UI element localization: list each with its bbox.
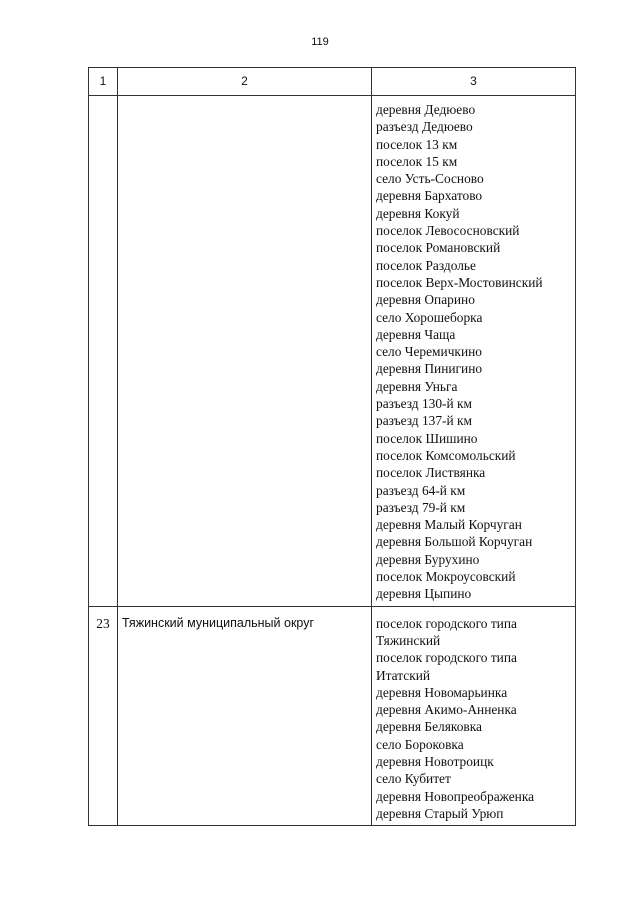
- localities-cell: [372, 606, 576, 826]
- locality-item: деревня Чаща: [376, 326, 456, 342]
- locality-item: поселок Верх-Мостовинский: [376, 274, 543, 290]
- locality-item: село Черемичкино: [376, 344, 482, 360]
- locality-item: поселок Шишино: [376, 430, 478, 446]
- locality-item: село Кубитет: [376, 771, 451, 787]
- locality-item: деревня Большой Корчуган: [376, 534, 533, 550]
- locality-item: деревня Акимо-Анненка: [376, 702, 517, 718]
- locality-item: деревня Цыпино: [376, 586, 472, 602]
- locality-item: поселок Раздолье: [376, 257, 476, 273]
- column-header-1: 1: [89, 68, 118, 96]
- locality-item: разъезд 64-й км: [376, 482, 466, 498]
- locality-item: деревня Кокуй: [376, 205, 460, 221]
- localities-cell: [372, 96, 576, 607]
- locality-item: село Бороковка: [376, 736, 464, 752]
- locality-item: село Хорошеборка: [376, 309, 483, 325]
- row-number-cell: [89, 96, 118, 607]
- district-name-cell: Тяжинский муниципальный округ: [118, 606, 372, 826]
- locality-item: деревня Беляковка: [376, 719, 482, 735]
- locality-item: поселок Левососновский: [376, 223, 520, 239]
- locality-item: разъезд 137-й км: [376, 413, 472, 429]
- locality-item: деревня Дедюево: [376, 102, 476, 117]
- page-number: 119: [311, 36, 329, 48]
- settlements-table: [88, 67, 576, 826]
- locality-item: поселок Комсомольский: [376, 447, 516, 463]
- locality-item: деревня Малый Корчуган: [376, 517, 522, 533]
- table-row-continuation: [89, 96, 576, 607]
- locality-item: деревня Бархатово: [376, 188, 483, 204]
- locality-item: поселок Листвянка: [376, 465, 486, 481]
- column-header-2: 2: [118, 68, 372, 96]
- locality-item: деревня Новотроицк: [376, 753, 494, 769]
- locality-item: деревня Новомарьинка: [376, 684, 508, 700]
- locality-item: деревня Бурухино: [376, 551, 480, 567]
- locality-item: деревня Пинигино: [376, 361, 483, 377]
- locality-item: поселок 15 км: [376, 153, 458, 169]
- locality-item: деревня Уньга: [376, 378, 458, 394]
- table-header-row: [89, 68, 576, 96]
- locality-item: поселок городского типа Итатский: [376, 650, 517, 683]
- locality-item: разъезд Дедюево: [376, 119, 473, 135]
- locality-item: поселок Мокроусовский: [376, 569, 516, 585]
- locality-item: село Усть-Сосново: [376, 171, 484, 187]
- row-number-cell: 23: [89, 606, 118, 826]
- locality-item: поселок 13 км: [376, 136, 458, 152]
- locality-item: деревня Старый Урюп: [376, 805, 504, 821]
- locality-item: деревня Опарино: [376, 292, 475, 308]
- locality-item: поселок городского типа Тяжинский: [376, 615, 517, 648]
- locality-item: поселок Романовский: [376, 240, 501, 256]
- district-name-cell: [118, 96, 372, 607]
- locality-item: разъезд 130-й км: [376, 396, 472, 412]
- locality-item: разъезд 79-й км: [376, 499, 466, 515]
- column-header-3: 3: [372, 68, 576, 96]
- table-row-23: [89, 606, 576, 826]
- locality-item: деревня Новопреображенка: [376, 788, 535, 804]
